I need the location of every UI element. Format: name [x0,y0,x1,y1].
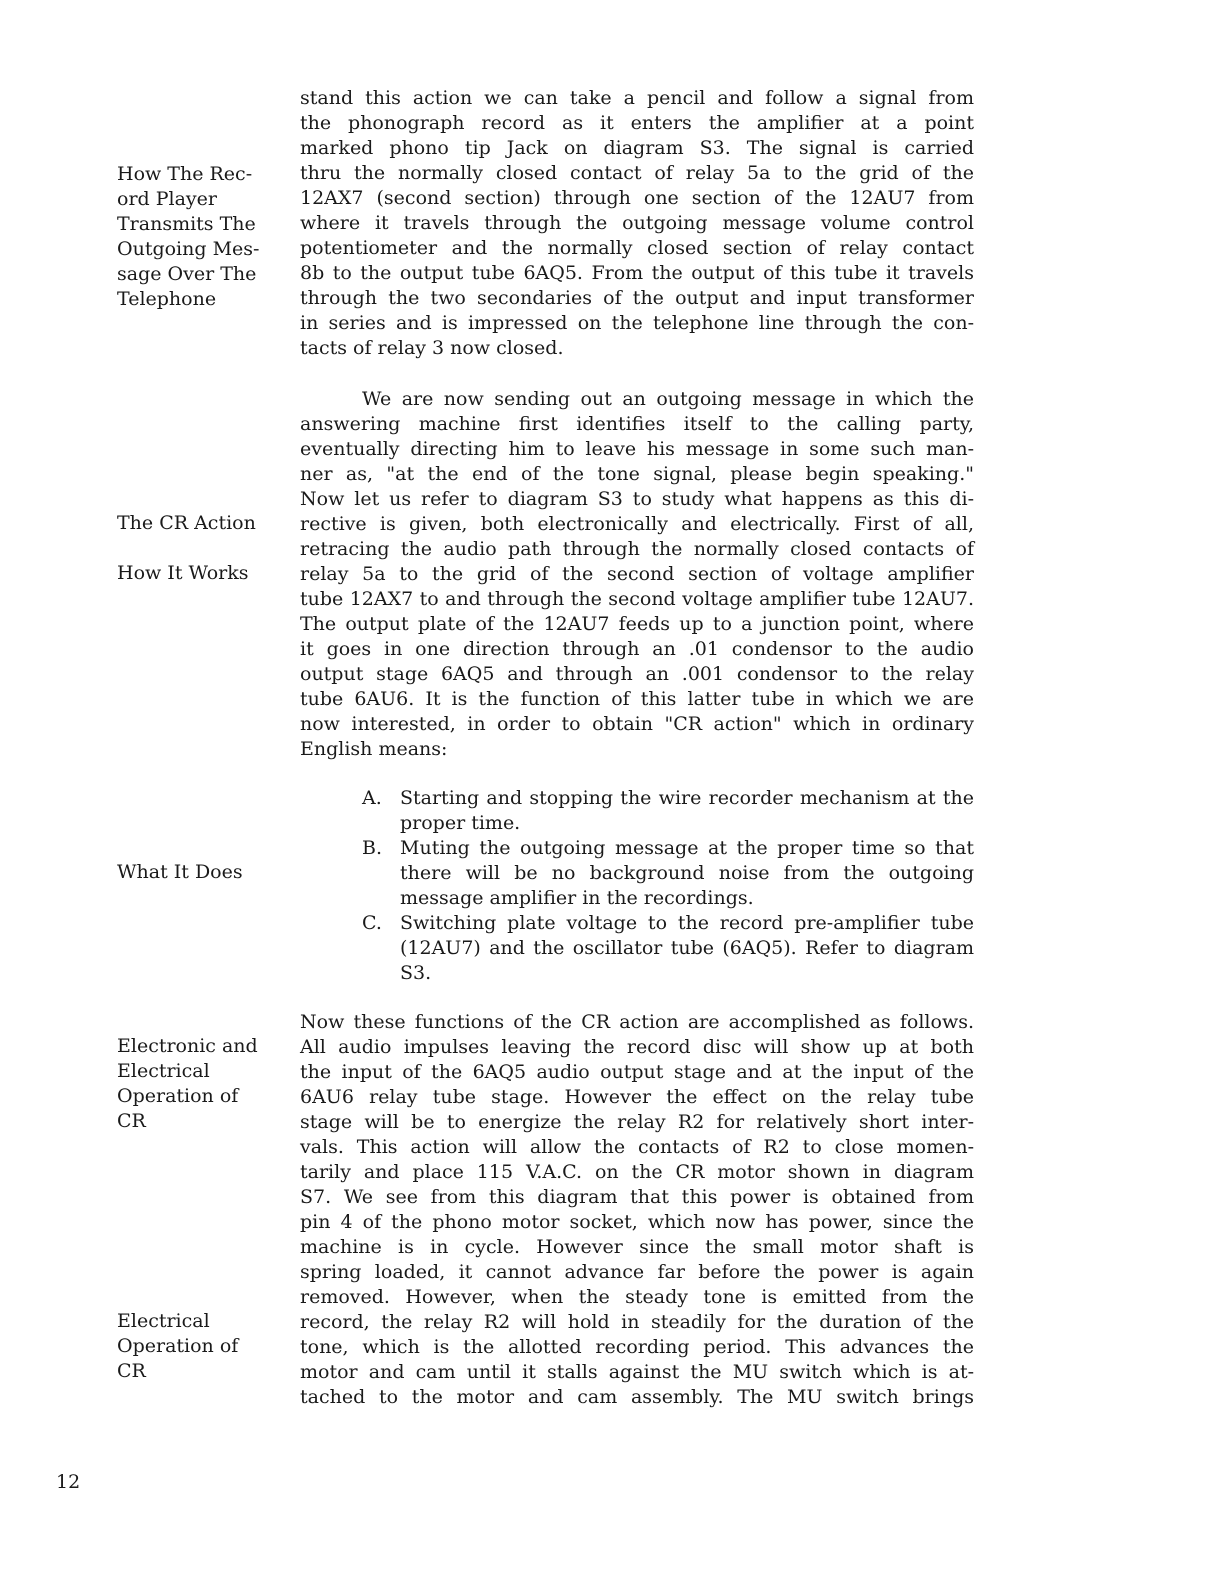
text-line: tube 6AU6. It is the function of this latter tube in which we are [300,688,974,710]
text-line: record, the relay R2 will hold in steadily for the duration of the [300,1311,974,1333]
text-line: machine is in cycle. However since the small motor shaft is [300,1236,974,1258]
margin-note-what-it-does [117,860,277,885]
margin-note-line: Outgoing Mes- [117,238,260,260]
text-line: in series and is impressed on the telephone line through the con- [300,312,974,334]
text-line: eventually directing him to leave his message in some such man- [300,438,974,460]
margin-note-line: The CR Action [117,512,256,534]
paragraph-record-player [300,86,974,361]
text-line: potentiometer and the normally closed section of relay contact [300,237,974,259]
list-item [362,836,974,911]
text-line: tacts of relay 3 now closed. [300,337,564,359]
text-line: The output plate of the 12AU7 feeds up to a junction point, where [300,613,974,635]
margin-note-line: Telephone [117,288,217,310]
text-line: rective is given, both electronically and electrically. First of all, [300,513,974,535]
text-line: 12AX7 (second section) through one section of the 12AU7 from [300,187,974,209]
margin-note-line: Transmits The [117,213,256,235]
list-item-text: Starting and stopping the wire recorder mechanism at the proper time. [400,787,974,834]
text-line: the phonograph record as it enters the amplifier at a point [300,112,974,134]
list-item [362,786,974,836]
text-line: now interested, in order to obtain "CR action" which in ordinary [300,713,974,735]
margin-note-line: Electrical [117,1060,210,1082]
margin-note-line: ord Player [117,188,217,210]
paragraph-electronic-operation [300,1010,974,1410]
text-line: ner as, "at the end of the tone signal, please begin speaking." [300,463,974,485]
text-line: stage will be to energize the relay R2 for relatively short inter- [300,1111,974,1133]
margin-note-cr-action [117,511,277,536]
paragraph-cr-action [300,387,974,762]
text-line: Now let us refer to diagram S3 to study what happens as this di- [300,488,974,510]
text-line: where it travels through the outgoing message volume control [300,212,974,234]
text-line: pin 4 of the phono motor socket, which now has power, since the [300,1211,974,1233]
text-line: tached to the motor and cam assembly. The MU switch brings [300,1386,974,1408]
text-line: 8b to the output tube 6AQ5. From the output of this tube it travels [300,262,974,284]
margin-note-line: sage Over The [117,263,257,285]
margin-note-line: CR [117,1360,146,1382]
margin-note-line: Electrical [117,1310,210,1332]
text-line: relay 5a to the grid of the second section of voltage amplifier [300,563,974,585]
list-item-text: Muting the outgoing message at the proper time so that there will be no background noise from the outgoing message amplifier in the recordings. [400,837,974,909]
text-line: through the two secondaries of the output and input transformer [300,287,974,309]
text-line: We are now sending out an outgoing message in which the [362,388,974,410]
text-line: marked phono tip Jack on diagram S3. The signal is carried [300,137,974,159]
text-line: spring loaded, it cannot advance far before the power is again [300,1261,974,1283]
margin-note-line: Operation of [117,1335,239,1357]
text-line: S7. We see from this diagram that this power is obtained from [300,1186,974,1208]
text-line: thru the normally closed contact of relay 5a to the grid of the [300,162,974,184]
margin-note-line: How It Works [117,562,249,584]
text-line: it goes in one direction through an .01 condensor to the audio [300,638,974,660]
text-line: motor and cam until it stalls against the MU switch which is at- [300,1361,974,1383]
text-line: All audio impulses leaving the record disc will show up at both [300,1036,974,1058]
text-line: tone, which is the allotted recording period. This advances the [300,1336,974,1358]
text-line: stand this action we can take a pencil and follow a signal from [300,87,974,109]
text-line: retracing the audio path through the normally closed contacts of [300,538,974,560]
text-line: removed. However, when the steady tone is emitted from the [300,1286,974,1308]
margin-note-electrical-operation [117,1309,277,1384]
list-marker: A. [362,787,382,809]
margin-note-line: What It Does [117,861,243,883]
margin-note-how-it-works [117,561,277,586]
text-line: tube 12AX7 to and through the second voltage amplifier tube 12AU7. [300,588,974,610]
list-marker: C. [362,912,382,934]
list-marker: B. [362,837,383,859]
margin-note-electronic-operation [117,1034,277,1134]
margin-note-line: Electronic and [117,1035,258,1057]
text-line: the input of the 6AQ5 audio output stage and at the input of the [300,1061,974,1083]
list-item-text: Switching plate voltage to the record pre-amplifier tube (12AU7) and the oscillator tube (6AQ5). Refer to diagram S3. [400,912,974,984]
cr-functions-list [362,786,974,986]
margin-note-line: CR [117,1110,146,1132]
text-line: English means: [300,738,448,760]
margin-note-line: How The Rec- [117,163,253,185]
text-line: tarily and place 115 V.A.C. on the CR motor shown in diagram [300,1161,974,1183]
margin-note-record-player [117,162,277,312]
page-number: 12 [56,1471,81,1493]
text-line: 6AU6 relay tube stage. However the effect on the relay tube [300,1086,974,1108]
text-line: output stage 6AQ5 and through an .001 condensor to the relay [300,663,974,685]
text-line: vals. This action will allow the contacts of R2 to close momen- [300,1136,974,1158]
list-item [362,911,974,986]
margin-note-line: Operation of [117,1085,239,1107]
text-line: Now these functions of the CR action are accomplished as follows. [300,1011,974,1033]
text-line: answering machine first identifies itself to the calling party, [300,413,974,435]
